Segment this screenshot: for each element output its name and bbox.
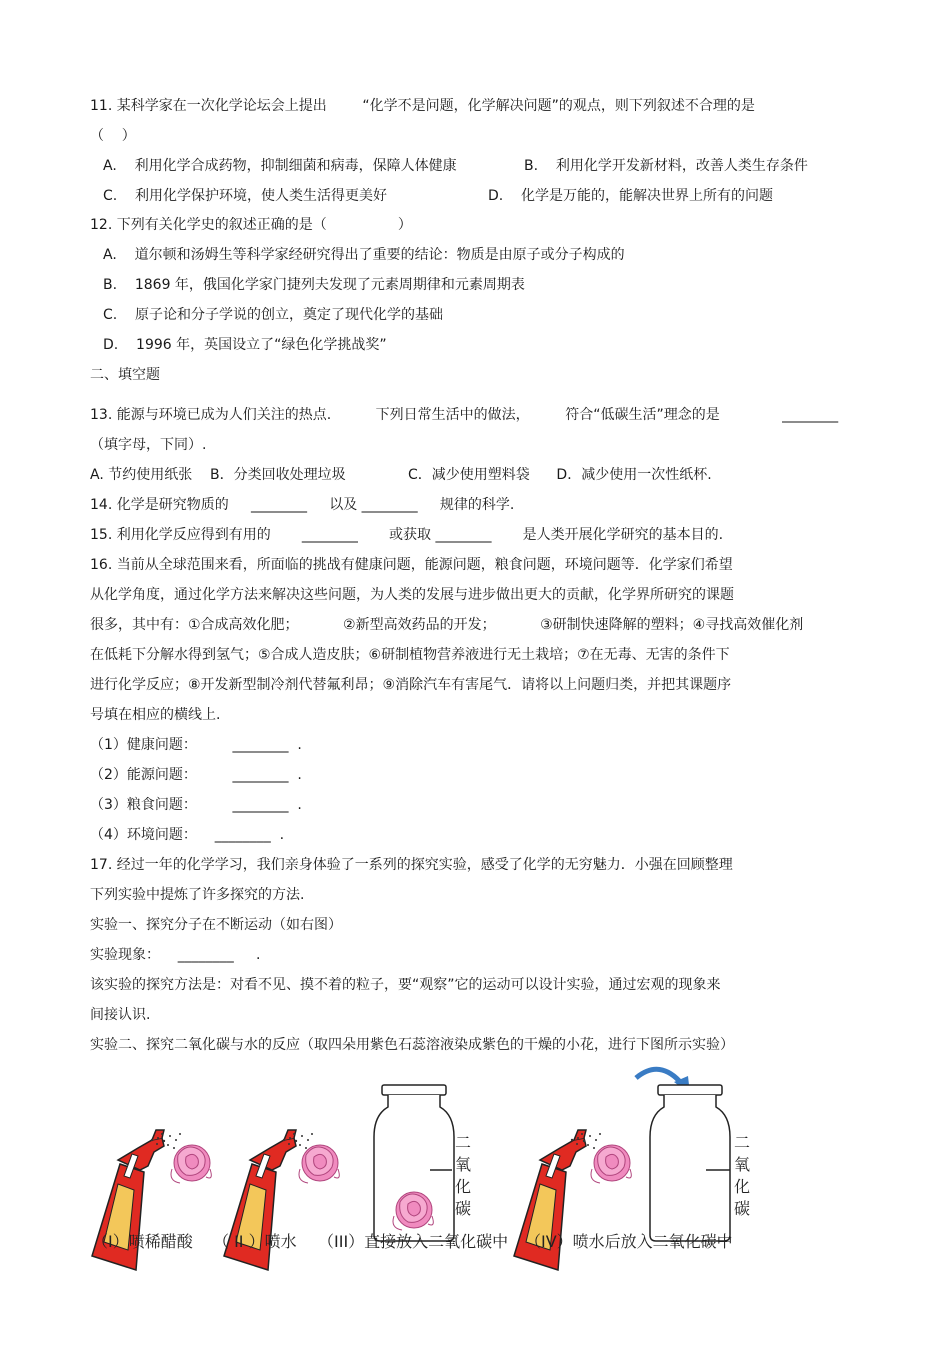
q11-option-d: D. 化学是万能的，能解决世界上所有的问题 [488, 188, 774, 204]
q17-exp2-title: 实验二、探究二氧化碳与水的反应（取四朵用紫色石蕊溶液染成紫色的干燥的小花，进行下图所示实验） [90, 1037, 734, 1053]
q13-line1: 13. 能源与环境已成为人们关注的热点. 下列日常生活中的做法， 符合“低碳生活”理念的是 ________ [90, 407, 839, 423]
jar-4-label-2: 氧 [734, 1155, 751, 1174]
q12-option-b: B. 1869 年，俄国化学家门捷列夫发现了元素周期律和元素周期表 [103, 277, 525, 293]
q16-sub3-food: （3）粮食问题： ________ . [90, 797, 302, 813]
q12-stem: 12. 下列有关化学史的叙述正确的是（ ） [90, 217, 412, 233]
q17-line1: 17. 经过一年的化学学习，我们亲身体验了一系列的探究实验，感受了化学的无穷魅力．小强在回顾整理 [90, 857, 733, 873]
caption-experiment-4: （IV）喷水后放入二氧化碳中 [525, 1232, 733, 1251]
q16-sub4-environment: （4）环境问题： ________ . [90, 827, 285, 843]
q15: 15. 利用化学反应得到有用的 ________ 或获取 ________ 是人类开展化学研究的基本目的. [90, 527, 724, 543]
caption-experiment-1: （I）喷稀醋酸 [92, 1232, 193, 1251]
section-fill-in-heading: 二、填空题 [90, 367, 160, 383]
q12-option-d: D. 1996 年，英国设立了“绿色化学挑战奖” [103, 337, 387, 353]
jar-4-label-4: 碳 [734, 1199, 751, 1218]
q17-exp1-method-line2: 间接认识. [90, 1007, 151, 1023]
jar-3-label-1: 二 [455, 1133, 472, 1152]
q16-line2: 从化学角度，通过化学方法来解决这些问题，为人类的发展与进步做出更大的贡献，化学界所研究的课题 [90, 587, 734, 603]
q14: 14. 化学是研究物质的 ________ 以及 ________ 规律的科学. [90, 497, 515, 513]
flower-4-icon [591, 1145, 631, 1183]
q13-line2: （填字母，下同）. [90, 437, 207, 453]
q12-option-c: C. 原子论和分子学说的创立，奠定了现代化学的基础 [103, 307, 444, 323]
q16-sub1-health: （1）健康问题： ________ . [90, 737, 302, 753]
q16-line3: 很多，其中有：①合成高效化肥； ②新型高效药品的开发； ③研制快速降解的塑料；④寻找高效催化剂 [90, 617, 804, 633]
flower-1-icon [171, 1145, 211, 1183]
q17-line2: 下列实验中提炼了许多探究的方法. [90, 887, 305, 903]
jar-4-label-3: 化 [734, 1177, 751, 1196]
q16-line1: 16. 当前从全球范围来看，所面临的挑战有健康问题，能源问题，粮食问题，环境问题等．化学家们希望 [90, 557, 733, 573]
q11-option-b: B. 利用化学开发新材料，改善人类生存条件 [524, 158, 808, 174]
q11-option-a: A. 利用化学合成药物，抑制细菌和病毒，保障人体健康 [103, 158, 457, 174]
jar-3-label-3: 化 [455, 1177, 472, 1196]
jar-3-label-4: 碳 [455, 1199, 472, 1218]
q16-line4: 在低耗下分解水得到氢气；⑤合成人造皮肤；⑥研制植物营养液进行无土栽培；⑦在无毒、无害的条件下 [90, 647, 730, 663]
flower-2-icon [299, 1145, 339, 1183]
q12-option-a: A. 道尔顿和汤姆生等科学家经研究得出了重要的结论：物质是由原子或分子构成的 [103, 247, 625, 263]
jar-4-icon [650, 1085, 730, 1241]
caption-experiment-2: （ II ）喷水 [213, 1232, 297, 1251]
caption-experiment-3: （III）直接放入二氧化碳中 [318, 1232, 509, 1251]
q11-stem: 11. 某科学家在一次化学论坛会上提出 “化学不是问题，化学解决问题”的观点，则下列叙述不合理的是 [90, 98, 755, 114]
jar-3-label-2: 氧 [455, 1155, 472, 1174]
q11-answer-paren: （ ） [90, 128, 136, 144]
q16-line6: 号填在相应的横线上. [90, 707, 221, 723]
q13-options: A. 节约使用纸张 B．分类回收处理垃圾 C．减少使用塑料袋 D．减少使用一次性纸杯. [90, 467, 712, 483]
q17-exp1-method-line1: 该实验的探究方法是：对看不见、摸不着的粒子，要“观察”它的运动可以设计实验，通过宏观的现象来 [90, 977, 721, 993]
q16-line5: 进行化学反应；⑧开发新型制冷剂代替氟利昂；⑨消除汽车有害尾气．请将以上问题归类，并把其课题序 [90, 677, 732, 693]
q17-exp1-title: 实验一、探究分子在不断运动（如右图） [90, 917, 342, 933]
q11-option-c: C. 利用化学保护环境，使人类生活得更美好 [103, 188, 388, 204]
q16-sub2-energy: （2）能源问题： ________ . [90, 767, 302, 783]
jar-4-label-1: 二 [734, 1133, 751, 1152]
q17-exp1-phenomenon: 实验现象： ________ . [90, 947, 261, 963]
